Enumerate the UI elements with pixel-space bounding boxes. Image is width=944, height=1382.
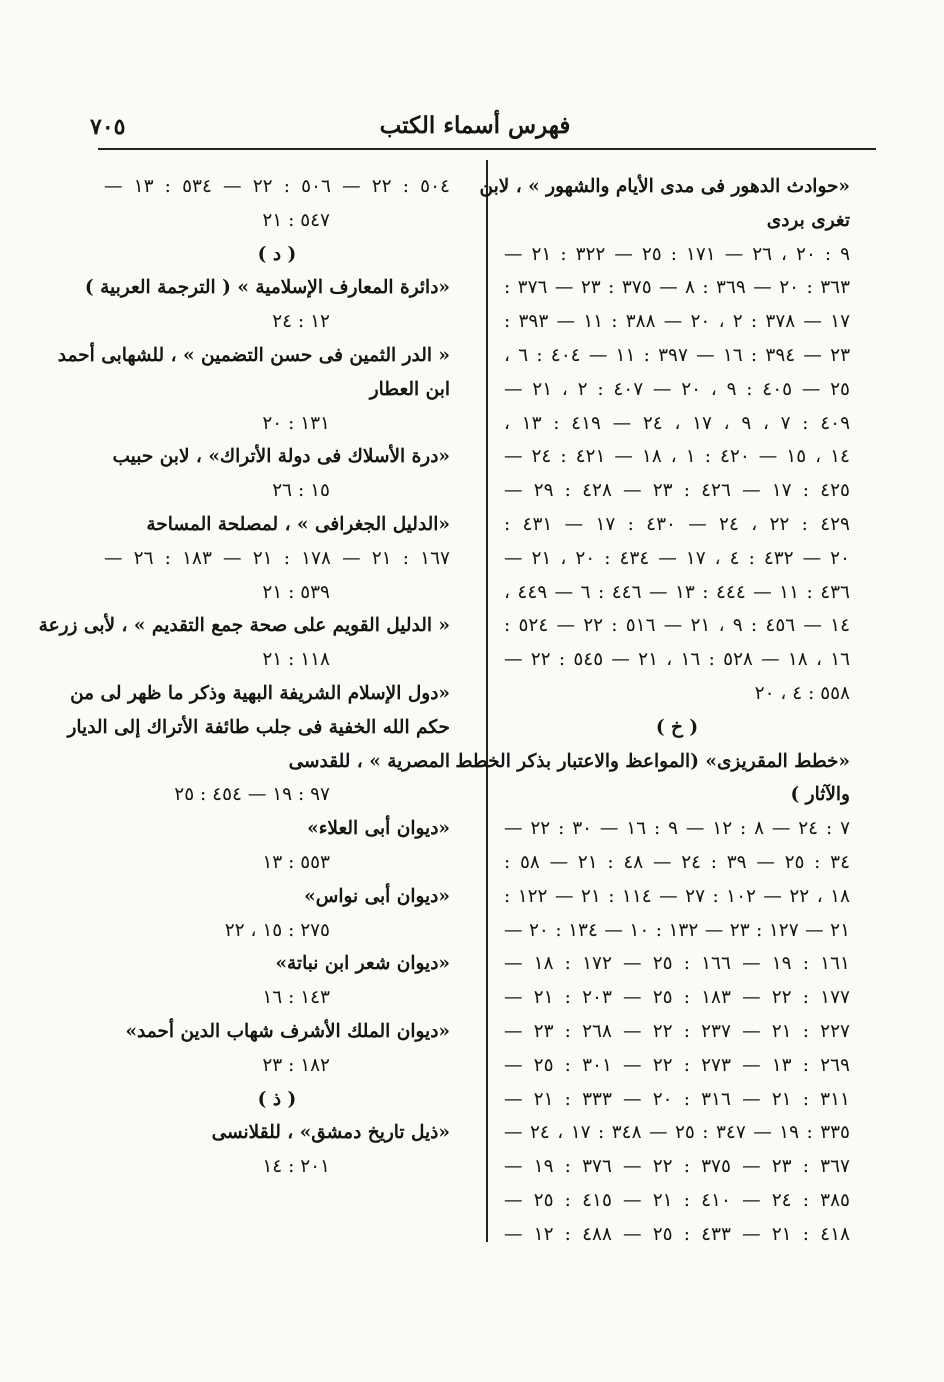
page-refs-line: ٥٣٩ : ٢١ [262, 581, 330, 603]
page-refs-line: ١٦٧ : ٢١ — ١٧٨ : ٢١ — ١٨٣ : ٢٦ — [104, 547, 450, 569]
book-title-line: تغرى بردى [766, 209, 850, 231]
book-title-line: «درة الأسلاك فى دولة الأتراك» ، لابن حبيب [112, 446, 450, 468]
page-refs-line: ٤٢٥ : ١٧ — ٤٢٦ : ٢٣ — ٤٢٨ : ٢٩ — [504, 480, 850, 502]
page-number: ٧٠٥ [90, 114, 126, 140]
page-refs-line: ٤٠٩ : ٧ ، ٩ ، ١٧ ، ٢٤ — ٤١٩ : ١٣ ، [504, 412, 851, 434]
page-refs-line: ١٥ : ٢٦ [272, 480, 330, 502]
page-refs-line: ١١٨ : ٢١ [262, 649, 330, 671]
page-refs-line: ٢٠ — ٤٣٢ : ٤ ، ١٧ — ٤٣٤ : ٢٠ ، ٢١ — [504, 547, 850, 569]
page-refs-line: ٤١٨ : ٢١ — ٤٣٣ : ٢٥ — ٤٨٨ : ١٢ — [504, 1223, 850, 1245]
book-title-line: «الدليل الجغرافى » ، لمصلحة المساحة [146, 513, 450, 535]
page-refs-line: ٢٦٩ : ١٣ — ٢٧٣ : ٢٢ — ٣٠١ : ٢٥ — [504, 1054, 850, 1076]
page-refs-line: ٢٢٧ : ٢١ — ٢٣٧ : ٢٢ — ٢٦٨ : ٢٣ — [504, 1020, 850, 1042]
page-refs-line: ٧ : ٢٤ — ٨ : ١٢ — ٩ : ١٦ — ٣٠ : ٢٢ — [504, 818, 851, 840]
letter-heading: ( د ) [257, 243, 297, 265]
left-column [38, 170, 450, 1184]
column-divider [486, 160, 488, 1242]
letter-heading: ( ذ ) [257, 1088, 297, 1110]
page-refs-line: ٣٦٣ : ٢٠ — ٣٦٩ : ٨ — ٣٧٥ : ٢٣ — ٣٧٦ : [504, 277, 851, 299]
page-refs-line: ١٧٧ : ٢٢ — ١٨٣ : ٢٥ — ٢٠٣ : ٢١ — [504, 987, 850, 1009]
header-rule [98, 148, 876, 150]
book-title-line: «ذيل تاريخ دمشق» ، للقلانسى [211, 1122, 450, 1144]
letter-heading: ( خ ) [655, 716, 699, 738]
book-title-line: « الدر الثمين فى حسن التضمين » ، للشهابى أحمد [57, 344, 450, 366]
page-refs-line: ٢٣ — ٣٩٤ : ١٦ — ٣٩٧ : ١١ — ٤٠٤ : ٦ ، [504, 344, 851, 366]
page-refs-line: ١٦١ : ١٩ — ١٦٦ : ٢٥ — ١٧٢ : ١٨ — [504, 953, 850, 975]
page-refs-line: ١٤ — ٤٥٦ : ٩ ، ٢١ — ٥١٦ : ٢٢ — ٥٢٤ : [504, 615, 851, 637]
page-refs-line: ٤٢٩ : ٢٢ ، ٢٤ — ٤٣٠ : ١٧ — ٤٣١ : [504, 513, 850, 535]
page-refs-line: ٢٠١ : ١٤ [262, 1156, 330, 1178]
page-refs-line: ٢١ — ١٢٧ : ٢٣ — ١٣٢ : ١٠ — ١٣٤ : ٢٠ — [504, 919, 851, 941]
right-column [455, 170, 851, 1252]
page-refs-line: ٩٧ : ١٩ — ٤٥٤ : ٢٥ [174, 784, 330, 806]
page-refs-line: ٣٨٥ : ٢٤ — ٤١٠ : ٢١ — ٤١٥ : ٢٥ — [504, 1189, 850, 1211]
book-title-line: المصرية » ، للقدسى [288, 750, 450, 772]
page-refs-line: ١٨ ، ٢٢ — ١٠٢ : ٢٧ — ١١٤ : ٢١ — ١٢٢ : [504, 885, 850, 907]
book-title-line: «دول الإسلام الشريفة البهية وذكر ما ظهر لى من [70, 682, 450, 704]
book-title-line: «ديوان أبى العلاء» [307, 818, 450, 840]
page-refs-line: ٥٠٤ : ٢٢ — ٥٠٦ : ٢٢ — ٥٣٤ : ١٣ — [104, 176, 450, 197]
book-title-line: ابن العطار [369, 378, 450, 400]
page-refs-line: ١٤ ، ١٥ — ٤٢٠ : ١ ، ١٨ — ٤٢١ : ٢٤ — [504, 446, 850, 468]
page-refs-line: ٥٥٣ : ١٣ [262, 851, 330, 873]
page-refs-line: ٣٦٧ : ٢٣ — ٣٧٥ : ٢٢ — ٣٧٦ : ١٩ — [504, 1156, 850, 1178]
page-refs-line: ٥٤٧ : ٢١ [262, 209, 330, 231]
book-title-line: «حوادث الدهور فى مدى الأيام والشهور » ، لابن [479, 176, 850, 197]
page-refs-line: ١٣١ : ٢٠ [262, 412, 330, 434]
book-title-line: «ديوان الملك الأشرف شهاب الدين أحمد» [125, 1020, 450, 1042]
page-refs-line: ٥٥٨ : ٤ ، ٢٠ [754, 682, 850, 704]
page-refs-line: ١٧ — ٣٧٨ : ٢ ، ٢٠ — ٣٨٨ : ١١ — ٣٩٣ : [504, 311, 851, 333]
page-refs-line: ١٦ ، ١٨ — ٥٢٨ : ١٦ ، ٢١ — ٥٤٥ : ٢٢ — [504, 649, 851, 671]
book-title-line: « الدليل القويم على صحة جمع التقديم » ، لأبى زرعة [38, 615, 450, 637]
page-refs-line: ٣٣٥ : ١٩ — ٣٤٧ : ٢٥ — ٣٤٨ : ١٧ ، ٢٤ — [504, 1122, 850, 1144]
book-title-line: «دائرة المعارف الإسلامية » ( الترجمة العربية ) [84, 277, 450, 299]
page-refs-line: ١٢ : ٢٤ [272, 311, 330, 333]
book-title-line: والآثار ) [790, 784, 850, 806]
page-title: فهرس أسماء الكتب [379, 112, 571, 139]
book-title-line: حكم الله الخفية فى جلب طائفة الأتراك إلى الديار [67, 716, 450, 738]
book-title-line: «ديوان شعر ابن نباتة» [275, 953, 450, 975]
book-title-line: «خطط المقريزى» (المواعظ والاعتبار بذكر الخطط [455, 750, 850, 772]
page-refs-line: ٢٥ — ٤٠٥ : ٩ ، ٢٠ — ٤٠٧ : ٢ ، ٢١ — [504, 378, 850, 400]
page-refs-line: ١٨٢ : ٢٣ [262, 1054, 330, 1076]
page-refs-line: ١٤٣ : ١٦ [262, 987, 330, 1009]
page-refs-line: ٩ : ٢٠ ، ٢٦ — ١٧١ : ٢٥ — ٣٢٢ : ٢١ — [504, 243, 851, 265]
page-refs-line: ٤٣٦ : ١١ — ٤٤٤ : ١٣ — ٤٤٦ : ٦ — ٤٤٩ ، [504, 581, 850, 603]
page-refs-line: ٣١١ : ٢١ — ٣١٦ : ٢٠ — ٣٣٣ : ٢١ — [504, 1088, 850, 1110]
page-refs-line: ٢٧٥ : ١٥ ، ٢٢ [224, 919, 330, 941]
book-title-line: «ديوان أبى نواس» [304, 885, 450, 907]
page-refs-line: ٣٤ : ٢٥ — ٣٩ : ٢٤ — ٤٨ : ٢١ — ٥٨ : [504, 851, 851, 873]
